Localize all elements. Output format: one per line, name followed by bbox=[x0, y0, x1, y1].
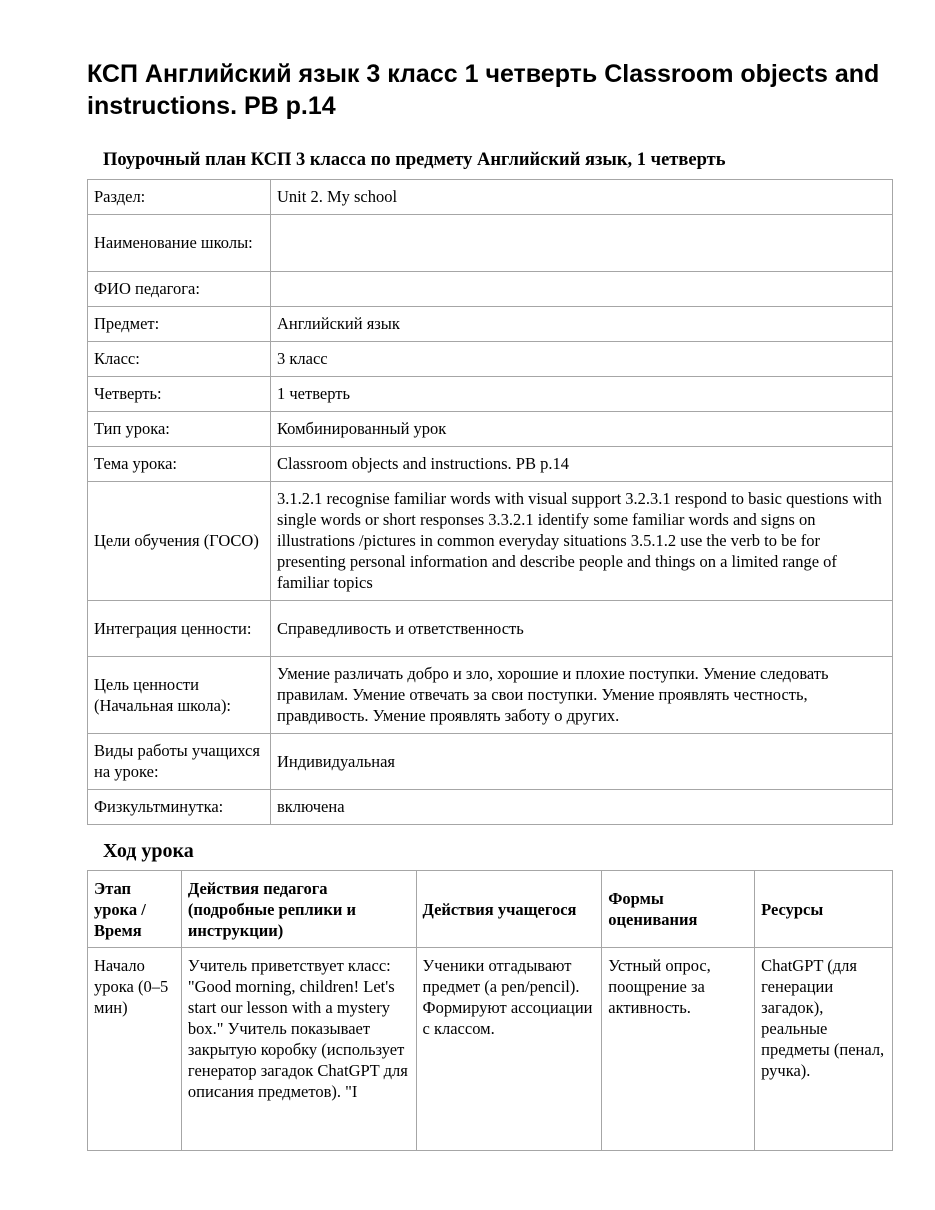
resources-cell bbox=[755, 948, 893, 1151]
info-label: Физкультминутка: bbox=[88, 790, 271, 825]
info-label: Виды работы учащихся на уроке: bbox=[88, 734, 271, 790]
info-label: Цель ценности (Начальная школа): bbox=[88, 657, 271, 734]
student-cell bbox=[416, 948, 602, 1151]
info-label: Класс: bbox=[88, 342, 271, 377]
header-stage: Этап урока / Время bbox=[88, 871, 182, 948]
stage-cell bbox=[88, 948, 182, 1151]
teacher-text: Учитель приветствует класс: "Good morning, children! Let's start our lesson with a mystery box." Учитель показывает закрытую коробку (использует генератор загадок ChatGPT для описания предметов). "I bbox=[187, 956, 408, 1101]
header-student-actions: Действия учащегося bbox=[416, 871, 602, 948]
stage-text: Начало урока (0–5 мин) bbox=[94, 956, 169, 1017]
info-row-lesson-type bbox=[88, 412, 893, 447]
lesson-progress-table bbox=[87, 870, 893, 1151]
info-value: 3.1.2.1 recognise familiar words with visual support 3.2.3.1 respond to basic questions with single words or short responses 3.3.2.1 identify some familiar words and signs on illustrations /pictures in common everyday situations 3.5.1.2 use the verb to be for presenting personal information and describe people and things on a limited range of familiar topics bbox=[271, 482, 893, 601]
info-value: 1 четверть bbox=[271, 377, 893, 412]
page-title: КСП Английский язык 3 класс 1 четверть Classroom objects and instructions. PB p.14 bbox=[87, 60, 880, 120]
info-value: Комбинированный урок bbox=[271, 412, 893, 447]
info-row-section bbox=[88, 180, 893, 215]
info-value: Умение различать добро и зло, хорошие и плохие поступки. Умение следовать правилам. Умение отвечать за свои поступки. Умение проявлять честность, правдивость. Умение проявлять заботу о других. bbox=[271, 657, 893, 734]
info-label: Четверть: bbox=[88, 377, 271, 412]
info-row-quarter bbox=[88, 377, 893, 412]
info-row-work-types bbox=[88, 734, 893, 790]
info-row-value-goal bbox=[88, 657, 893, 734]
info-value: Индивидуальная bbox=[271, 734, 893, 790]
lesson-info-table bbox=[87, 179, 893, 825]
table-row bbox=[88, 948, 893, 1151]
assessment-text: Устный опрос, поощрение за активность. bbox=[608, 956, 711, 1017]
info-value bbox=[271, 272, 893, 307]
info-row-topic bbox=[88, 447, 893, 482]
header-assessment: Формы оценивания bbox=[602, 871, 755, 948]
info-row-learning-goals bbox=[88, 482, 893, 601]
info-value bbox=[271, 215, 893, 272]
resources-text: ChatGPT (для генерации загадок), реальные предметы (пенал, ручка). bbox=[761, 956, 885, 1080]
student-text: Ученики отгадывают предмет (a pen/pencil). Формируют ассоциации с классом. bbox=[422, 956, 593, 1038]
info-row-subject bbox=[88, 307, 893, 342]
info-row-grade bbox=[88, 342, 893, 377]
lesson-progress-title: Ход урока bbox=[103, 840, 194, 862]
info-label: Тема урока: bbox=[88, 447, 271, 482]
info-value: Unit 2. My school bbox=[271, 180, 893, 215]
teacher-cell bbox=[181, 948, 416, 1151]
info-label: Раздел: bbox=[88, 180, 271, 215]
header-resources: Ресурсы bbox=[755, 871, 893, 948]
header-teacher-actions: Действия педагога (подробные реплики и инструкции) bbox=[181, 871, 416, 948]
info-label: Цели обучения (ГОСО) bbox=[88, 482, 271, 601]
info-value: 3 класс bbox=[271, 342, 893, 377]
info-value: Английский язык bbox=[271, 307, 893, 342]
info-label: Наименование школы: bbox=[88, 215, 271, 272]
info-value: Справедливость и ответственность bbox=[271, 601, 893, 657]
info-label: ФИО педагога: bbox=[88, 272, 271, 307]
info-row-teacher bbox=[88, 272, 893, 307]
info-row-school bbox=[88, 215, 893, 272]
info-value: включена bbox=[271, 790, 893, 825]
info-row-physical-break bbox=[88, 790, 893, 825]
plan-subtitle: Поурочный план КСП 3 класса по предмету Английский язык, 1 четверть bbox=[103, 150, 726, 170]
lesson-header-row bbox=[88, 871, 893, 948]
assessment-cell bbox=[602, 948, 755, 1151]
info-row-values bbox=[88, 601, 893, 657]
info-label: Предмет: bbox=[88, 307, 271, 342]
info-label: Тип урока: bbox=[88, 412, 271, 447]
info-label: Интеграция ценности: bbox=[88, 601, 271, 657]
info-value: Classroom objects and instructions. PB p.14 bbox=[271, 447, 893, 482]
